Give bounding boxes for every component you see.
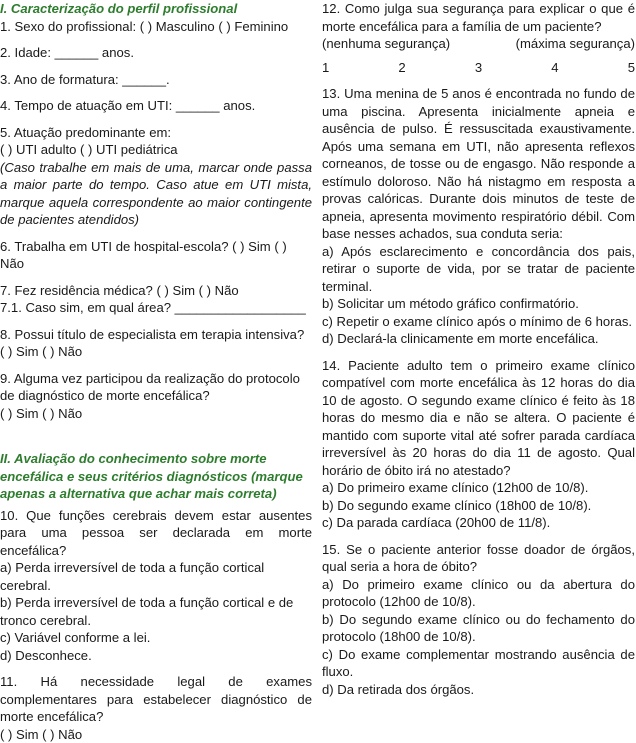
scale-option-5: 5 [628,59,635,77]
question-2: 2. Idade: ______ anos. [0,44,312,62]
question-12-scale [322,59,635,77]
scale-max-label: (máxima segurança) [516,35,635,53]
question-10-option-b: b) Perda irreversível de toda a função cortical e de tronco cerebral. [0,594,312,629]
question-14-option-b: b) Do segundo exame clínico (18h00 de 10/8). [322,497,635,515]
question-10-option-a: a) Perda irreversível de toda a função cortical cerebral. [0,559,312,594]
question-3: 3. Ano de formatura: ______. [0,71,312,89]
question-13: 13. Uma menina de 5 anos é encontrada no fundo de uma piscina. Apresenta inicialmente apneia e ausência de pulso. É ressuscitada exaustivamente. Após uma semana em UTI, não apresenta reflexos corneanos, de tosse ou de engasgo. Não responde a estímulo doloroso. Não há nistagmo em resposta a provas calóricas. Durante dois minutos de teste de apneia, apresenta movimento respiratório débil. Com base nesses achados, sua conduta seria: [322,85,635,243]
question-1: 1. Sexo do profissional: ( ) Masculino ( ) Feminino [0,18,312,36]
question-10-option-d: d) Desconhece. [0,647,312,665]
section-2-heading: II. Avaliação do conhecimento sobre morte encefálica e seus critérios diagnósticos (marque apenas a alternativa que achar mais correta) [0,450,312,503]
question-12-scale-labels [322,35,635,53]
question-13-option-a: a) Após esclarecimento e concordância dos pais, retirar o suporte de vida, por se tratar de paciente terminal. [322,243,635,296]
scale-option-2: 2 [398,59,405,77]
section-1-heading: I. Caracterização do perfil profissional [0,0,312,18]
question-12: 12. Como julga sua segurança para explicar o que é morte encefálica para a família de um paciente? [322,0,635,35]
question-4: 4. Tempo de atuação em UTI: ______ anos. [0,97,312,115]
question-15-option-a: a) Do primeiro exame clínico ou da abertura do protocolo (12h00 de 10/8). [322,576,635,611]
scale-min-label: (nenhuma segurança) [322,35,450,53]
question-6: 6. Trabalha em UTI de hospital-escola? ( ) Sim ( ) Não [0,238,312,273]
question-14: 14. Paciente adulto tem o primeiro exame clínico compatível com morte encefálica às 12 horas do dia 10 de agosto. O segundo exame clínico é feito às 18 horas do mesmo dia e não se altera. O paciente é mantido com suporte vital até sofrer parada cardíaca irreversível às 20 horas do dia 11 de agosto. Qual horário de óbito irá no atestado? [322,357,635,480]
question-15: 15. Se o paciente anterior fosse doador de órgãos, qual seria a hora de óbito? [322,541,635,576]
question-13-option-d: d) Declará-la clinicamente em morte encefálica. [322,330,635,348]
question-11-options: ( ) Sim ( ) Não [0,726,312,743]
question-8: 8. Possui título de especialista em terapia intensiva? [0,326,312,344]
question-9-options: ( ) Sim ( ) Não [0,405,312,423]
question-9: 9. Alguma vez participou da realização do protocolo de diagnóstico de morte encefálica? [0,370,312,405]
question-13-option-b: b) Solicitar um método gráfico confirmatório. [322,295,635,313]
question-5-note: (Caso trabalhe em mais de uma, marcar onde passa a maior parte do tempo. Caso atue em UTI mista, marque aquela correspondente ao maior contingente de pacientes atendidos) [0,159,312,229]
question-15-option-b: b) Do segundo exame clínico ou do fechamento do protocolo (18h00 de 10/8). [322,611,635,646]
question-10: 10. Que funções cerebrais devem estar ausentes para uma pessoa ser declarada em morte encefálica? [0,507,312,560]
question-8-options: ( ) Sim ( ) Não [0,343,312,361]
question-14-option-c: c) Da parada cardíaca (20h00 de 11/8). [322,514,635,532]
question-7-1: 7.1. Caso sim, em qual área? __________________ [0,299,312,317]
question-10-option-c: c) Variável conforme a lei. [0,629,312,647]
scale-option-3: 3 [475,59,482,77]
question-14-option-a: a) Do primeiro exame clínico (12h00 de 10/8). [322,479,635,497]
question-13-option-c: c) Repetir o exame clínico após o mínimo de 6 horas. [322,313,635,331]
question-11: 11. Há necessidade legal de exames complementares para estabelecer diagnóstico de morte encefálica? [0,673,312,726]
question-15-option-d: d) Da retirada dos órgãos. [322,681,635,699]
question-15-option-c: c) Do exame complementar mostrando ausência de fluxo. [322,646,635,681]
question-5-options: ( ) UTI adulto ( ) UTI pediátrica [0,141,312,159]
left-column [0,0,312,743]
right-column [322,0,635,698]
question-5: 5. Atuação predominante em: [0,124,312,142]
scale-option-1: 1 [322,59,329,77]
scale-option-4: 4 [551,59,558,77]
question-7: 7. Fez residência médica? ( ) Sim ( ) Não [0,282,312,300]
